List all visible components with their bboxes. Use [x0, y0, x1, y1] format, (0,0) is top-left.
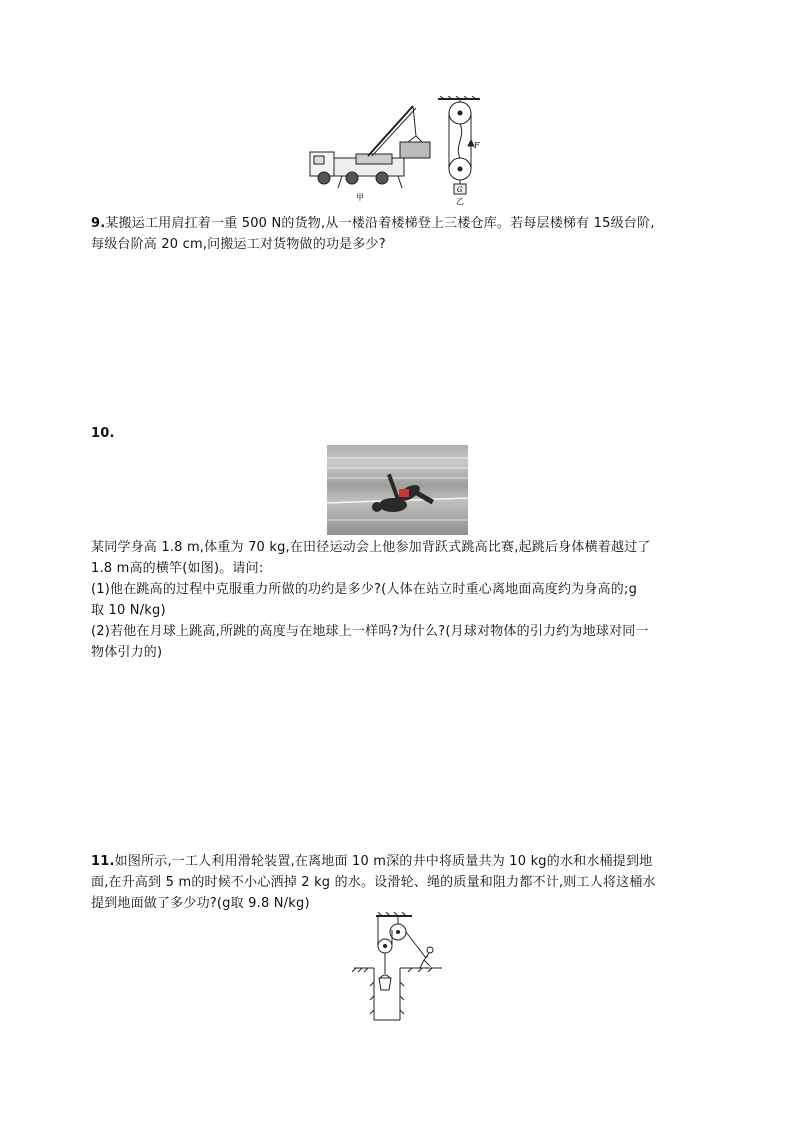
question-11-number: 11. — [91, 854, 115, 869]
question-10-line-1: 某同学身高 1.8 m,体重为 70 kg,在田径运动会上他参加背跃式跳高比赛,起跳后身体横着越过了 — [91, 540, 651, 555]
question-10-number: 10. — [91, 426, 115, 441]
figure-label-jia: 甲 — [356, 193, 364, 202]
question-10-line-6: 物体引力的) — [91, 645, 163, 660]
high-jump-photo — [327, 445, 468, 535]
force-label-f: F — [474, 141, 480, 150]
question-10 — [91, 537, 731, 663]
weight-label-g: G — [457, 186, 463, 194]
question-11-line-1: 11.如图所示,一工人利用滑轮装置,在离地面 10 m深的井中将质量共为 10 kg的水和水桶提到地 — [91, 854, 653, 869]
question-10-line-2: 1.8 m高的横竿(如图)。请问: — [91, 561, 264, 576]
question-9 — [91, 213, 731, 255]
question-9-line-2: 每级台阶高 20 cm,问搬运工对货物做的功是多少? — [91, 237, 386, 252]
question-10-line-4: 取 10 N/kg) — [91, 603, 166, 618]
question-9-number: 9. — [91, 216, 106, 231]
question-9-line-1: 9.某搬运工用肩扛着一重 500 N的货物,从一楼沿着楼梯登上三楼仓库。若每层楼梯有 15级台阶, — [91, 216, 655, 231]
question-11-line-2: 面,在升高到 5 m的时候不小心洒掉 2 kg 的水。设滑轮、绳的质量和阻力都不计,则工人将这桶水 — [91, 875, 656, 890]
well-pulley-figure — [352, 912, 444, 1024]
figure-label-yi: 乙 — [456, 197, 464, 206]
question-10-line-3: (1)他在跳高的过程中克服重力所做的功约是多少?(人体在站立时重心离地面高度约为身高的;g — [91, 582, 638, 597]
crane-truck-drawing — [310, 106, 430, 188]
question-10-line-5: (2)若他在月球上跳高,所跳的高度与在地球上一样吗?为什么?(月球对物体的引力约为地球对同一 — [91, 624, 649, 639]
crane-pulley-figure — [308, 96, 488, 206]
question-11 — [91, 851, 731, 914]
question-11-line-3: 提到地面做了多少功?(g取 9.8 N/kg) — [91, 896, 310, 911]
